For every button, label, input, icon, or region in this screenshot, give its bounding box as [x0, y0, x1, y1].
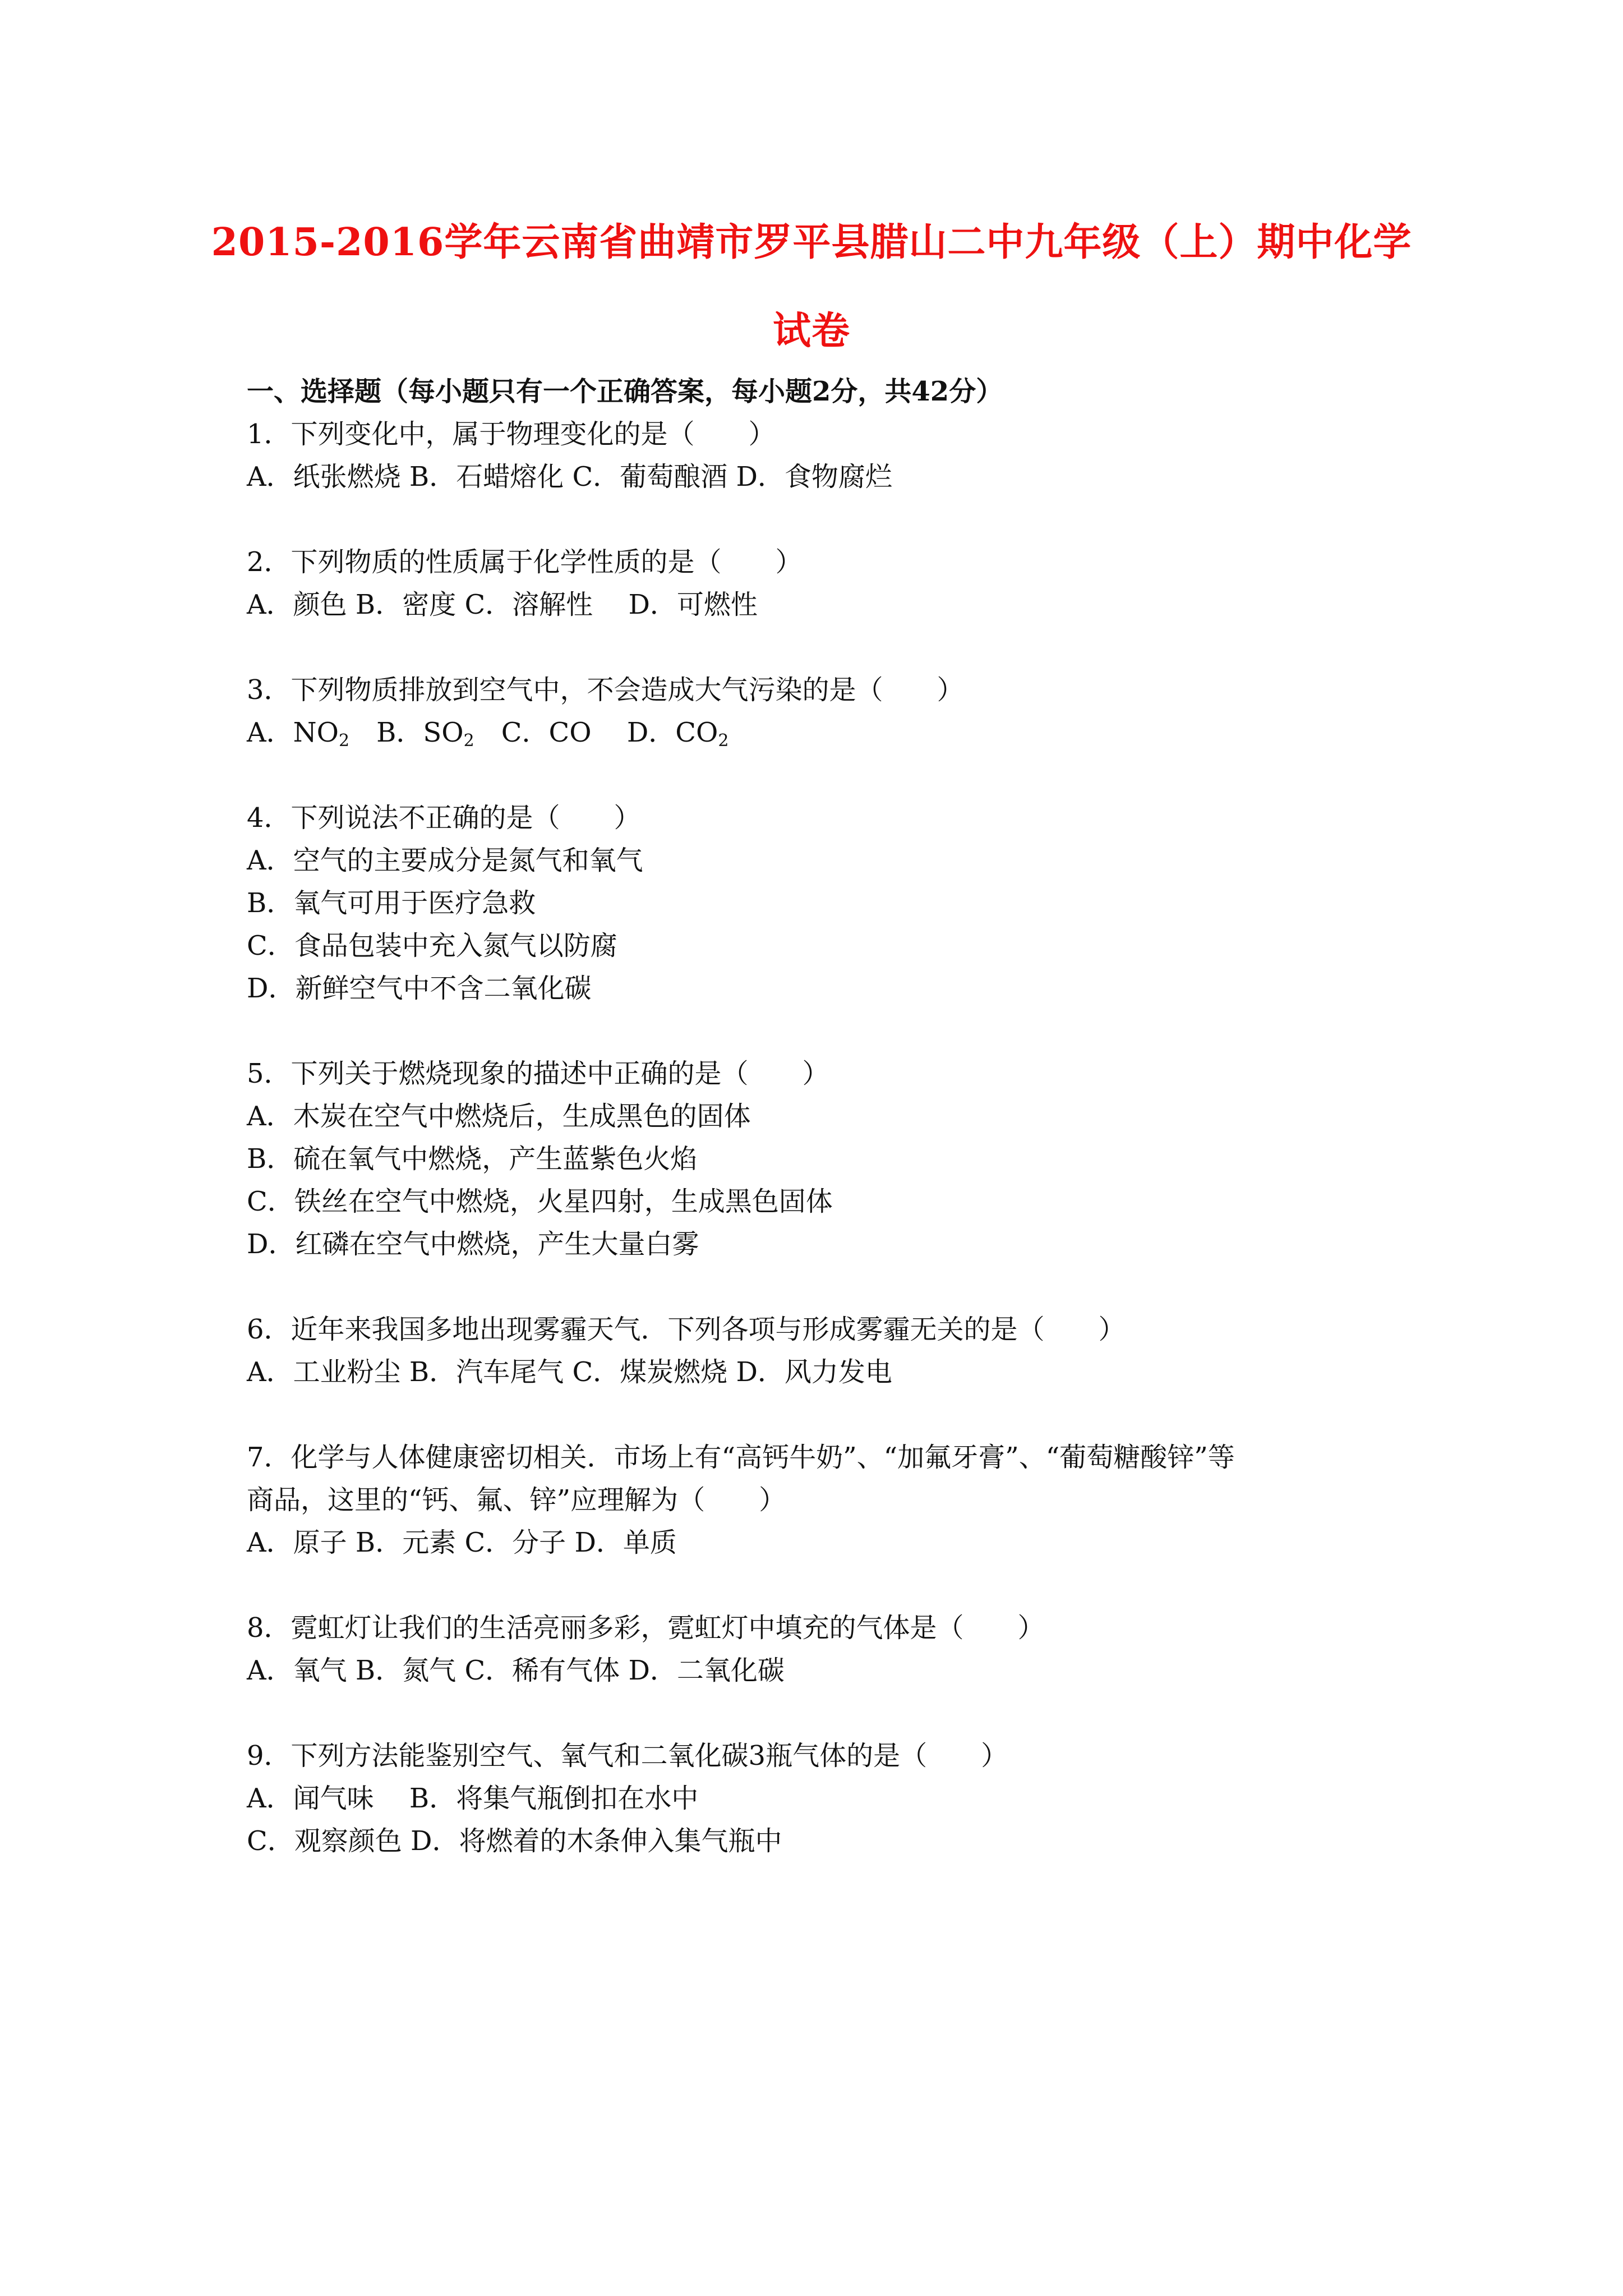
option-a-text: A．NO	[247, 717, 339, 748]
question-4-option-c: C．食品包装中充入氮气以防腐	[247, 930, 617, 961]
spacer	[247, 1393, 1402, 1436]
question-9	[247, 1734, 1402, 1862]
spacer	[247, 1692, 1402, 1734]
question-2	[247, 541, 1402, 626]
question-5-stem: 5．下列关于燃烧现象的描述中正确的是（ ）	[247, 1058, 829, 1089]
spacer	[247, 498, 1402, 541]
question-8	[247, 1607, 1402, 1692]
exam-title-line2: 试卷	[772, 309, 850, 353]
question-2-stem: 2．下列物质的性质属于化学性质的是（ ）	[247, 546, 803, 578]
question-7	[247, 1436, 1402, 1564]
question-6-stem: 6．近年来我国多地出现雾霾天气．下列各项与形成雾霾无关的是（ ）	[247, 1314, 1126, 1345]
question-6	[247, 1308, 1402, 1393]
question-4	[247, 797, 1402, 1010]
question-9-options-ab: A．闻气味 B．将集气瓶倒扣在水中	[247, 1783, 699, 1814]
question-3-stem: 3．下列物质排放到空气中，不会造成大气污染的是（ ）	[247, 674, 964, 706]
question-9-options-cd: C．观察颜色 D．将燃着的木条伸入集气瓶中	[247, 1825, 782, 1857]
question-5-option-a: A．木炭在空气中燃烧后，生成黑色的固体	[247, 1101, 751, 1132]
question-4-stem: 4．下列说法不正确的是（ ）	[247, 802, 641, 834]
spacer	[247, 626, 1402, 669]
spacer	[247, 1564, 1402, 1607]
option-c-text: C．CO	[474, 717, 627, 748]
spacer	[247, 1266, 1402, 1308]
question-1-stem: 1．下列变化中，属于物理变化的是（ ）	[247, 418, 776, 450]
question-8-options: A．氧气 B．氮气 C．稀有气体 D．二氧化碳	[247, 1655, 785, 1686]
option-d-subscript: 2	[718, 731, 729, 751]
question-7-stem-continued: 商品，这里的“钙、氟、锌”应理解为（ ）	[247, 1484, 786, 1516]
question-5-option-d: D．红磷在空气中燃烧，产生大量白雾	[247, 1228, 699, 1260]
question-3-options	[247, 711, 1402, 754]
question-1	[247, 413, 1402, 498]
question-8-stem: 8．霓虹灯让我们的生活亮丽多彩，霓虹灯中填充的气体是（ ）	[247, 1612, 1045, 1644]
question-7-stem: 7．化学与人体健康密切相关．市场上有“高钙牛奶”、“加氟牙膏”、“葡萄糖酸锌”等	[247, 1442, 1235, 1473]
question-3	[247, 669, 1402, 754]
question-7-options: A．原子 B．元素 C．分子 D．单质	[247, 1527, 677, 1558]
question-5	[247, 1052, 1402, 1266]
spacer	[247, 1010, 1402, 1052]
option-b-subscript: 2	[463, 731, 474, 751]
question-4-option-b: B．氧气可用于医疗急救	[247, 887, 536, 919]
option-a-subscript: 2	[339, 731, 350, 751]
question-1-options: A．纸张燃烧 B．石蜡熔化 C．葡萄酿酒 D．食物腐烂	[247, 461, 892, 493]
question-4-option-d: D．新鲜空气中不含二氧化碳	[247, 973, 592, 1004]
question-5-option-b: B．硫在氧气中燃烧，产生蓝紫色火焰	[247, 1143, 698, 1175]
exam-content	[247, 370, 1402, 1862]
question-9-stem: 9．下列方法能鉴别空气、氧气和二氧化碳3瓶气体的是（ ）	[247, 1740, 1008, 1772]
question-2-options: A．颜色 B．密度 C．溶解性 D．可燃性	[247, 589, 758, 620]
spacer	[247, 754, 1402, 797]
section-heading: 一、选择题（每小题只有一个正确答案，每小题2分，共42分）	[247, 376, 1003, 407]
option-b-text: B．SO	[349, 717, 464, 748]
question-4-option-a: A．空气的主要成分是氮气和氧气	[247, 845, 643, 876]
question-6-options: A．工业粉尘 B．汽车尾气 C．煤炭燃烧 D．风力发电	[247, 1356, 892, 1388]
option-d-text: D．CO	[626, 717, 718, 748]
question-5-option-c: C．铁丝在空气中燃烧，火星四射，生成黑色固体	[247, 1186, 833, 1217]
exam-title-line1: 2015-2016学年云南省曲靖市罗平县腊山二中九年级（上）期中化学	[211, 220, 1412, 265]
